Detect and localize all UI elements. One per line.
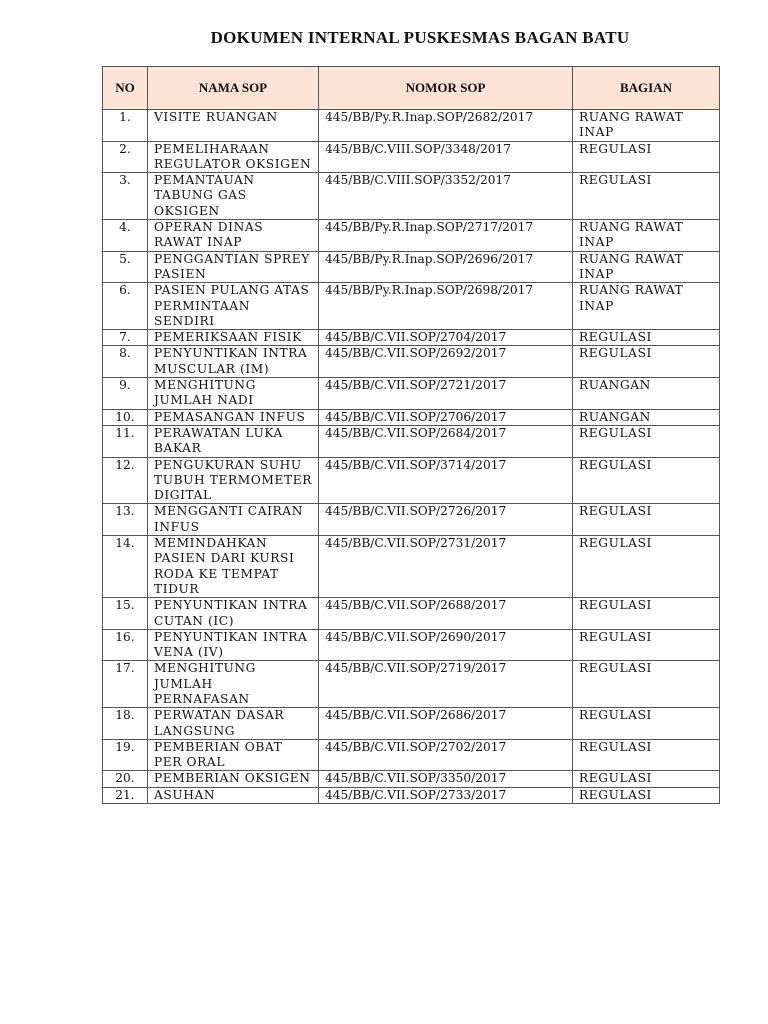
cell-bagian: REGULASI — [573, 536, 720, 598]
cell-bagian: RUANG RAWAT INAP — [573, 220, 720, 252]
table-row — [103, 598, 720, 630]
cell-nama-sop: PERAWATAN LUKA BAKAR — [148, 425, 319, 457]
cell-no: 16. — [103, 629, 148, 661]
cell-nama-sop: MENGGANTI CAIRAN INFUS — [148, 504, 319, 536]
cell-nomor-sop: 445/BB/C.VIII.SOP/3348/2017 — [319, 141, 573, 173]
cell-bagian: REGULASI — [573, 771, 720, 787]
table-row — [103, 220, 720, 252]
cell-nama-sop: PEMBERIAN OBAT PER ORAL — [148, 739, 319, 771]
table-row — [103, 425, 720, 457]
cell-nama-sop: MEMINDAHKAN PASIEN DARI KURSI RODA KE TEMPAT TIDUR — [148, 536, 319, 598]
cell-nomor-sop: 445/BB/C.VII.SOP/2702/2017 — [319, 739, 573, 771]
header-nomor-sop: NOMOR SOP — [319, 67, 573, 110]
header-row — [103, 67, 720, 110]
cell-nama-sop: PENGUKURAN SUHU TUBUH TERMOMETER DIGITAL — [148, 457, 319, 504]
table-row — [103, 504, 720, 536]
cell-no: 4. — [103, 220, 148, 252]
table-row — [103, 330, 720, 346]
cell-nama-sop: PENYUNTIKAN INTRA VENA (IV) — [148, 629, 319, 661]
cell-no: 6. — [103, 283, 148, 330]
cell-bagian: RUANGAN — [573, 378, 720, 410]
cell-no: 2. — [103, 141, 148, 173]
table-header — [103, 67, 720, 110]
table-row — [103, 739, 720, 771]
cell-bagian: REGULASI — [573, 708, 720, 740]
cell-nama-sop: PERWATAN DASAR LANGSUNG — [148, 708, 319, 740]
header-no: NO — [103, 67, 148, 110]
cell-bagian: REGULASI — [573, 346, 720, 378]
table-row — [103, 110, 720, 142]
table-row — [103, 409, 720, 425]
cell-nama-sop: PEMANTAUAN TABUNG GAS OKSIGEN — [148, 173, 319, 220]
cell-nama-sop: PEMELIHARAAN REGULATOR OKSIGEN — [148, 141, 319, 173]
cell-nomor-sop: 445/BB/C.VII.SOP/2706/2017 — [319, 409, 573, 425]
cell-nomor-sop: 445/BB/C.VII.SOP/3714/2017 — [319, 457, 573, 504]
cell-bagian: REGULASI — [573, 425, 720, 457]
cell-nomor-sop: 445/BB/Py.R.Inap.SOP/2698/2017 — [319, 283, 573, 330]
table-row — [103, 251, 720, 283]
cell-no: 1. — [103, 110, 148, 142]
cell-no: 5. — [103, 251, 148, 283]
cell-no: 3. — [103, 173, 148, 220]
table-row — [103, 536, 720, 598]
cell-bagian: REGULASI — [573, 504, 720, 536]
cell-bagian: REGULASI — [573, 661, 720, 708]
table-row — [103, 787, 720, 803]
cell-no: 7. — [103, 330, 148, 346]
cell-nama-sop: PEMBERIAN OKSIGEN — [148, 771, 319, 787]
cell-no: 15. — [103, 598, 148, 630]
cell-bagian: REGULASI — [573, 739, 720, 771]
cell-no: 12. — [103, 457, 148, 504]
header-nama-sop: NAMA SOP — [148, 67, 319, 110]
cell-nomor-sop: 445/BB/C.VII.SOP/2692/2017 — [319, 346, 573, 378]
cell-nama-sop: OPERAN DINAS RAWAT INAP — [148, 220, 319, 252]
cell-no: 14. — [103, 536, 148, 598]
cell-nomor-sop: 445/BB/C.VII.SOP/2688/2017 — [319, 598, 573, 630]
cell-no: 18. — [103, 708, 148, 740]
cell-nomor-sop: 445/BB/Py.R.Inap.SOP/2696/2017 — [319, 251, 573, 283]
cell-bagian: RUANG RAWAT INAP — [573, 110, 720, 142]
table-row — [103, 457, 720, 504]
cell-no: 17. — [103, 661, 148, 708]
table-row — [103, 378, 720, 410]
cell-nomor-sop: 445/BB/C.VII.SOP/2690/2017 — [319, 629, 573, 661]
cell-no: 19. — [103, 739, 148, 771]
cell-bagian: REGULASI — [573, 173, 720, 220]
cell-bagian: REGULASI — [573, 629, 720, 661]
cell-bagian: REGULASI — [573, 330, 720, 346]
cell-nama-sop: PENYUNTIKAN INTRA CUTAN (IC) — [148, 598, 319, 630]
cell-nomor-sop: 445/BB/Py.R.Inap.SOP/2717/2017 — [319, 220, 573, 252]
cell-nomor-sop: 445/BB/C.VII.SOP/2733/2017 — [319, 787, 573, 803]
table-row — [103, 771, 720, 787]
cell-no: 9. — [103, 378, 148, 410]
cell-no: 20. — [103, 771, 148, 787]
cell-nama-sop: PEMERIKSAAN FISIK — [148, 330, 319, 346]
cell-nomor-sop: 445/BB/C.VII.SOP/2686/2017 — [319, 708, 573, 740]
cell-bagian: REGULASI — [573, 457, 720, 504]
cell-nama-sop: PASIEN PULANG ATAS PERMINTAAN SENDIRI — [148, 283, 319, 330]
cell-nama-sop: PENYUNTIKAN INTRA MUSCULAR (IM) — [148, 346, 319, 378]
table-row — [103, 661, 720, 708]
cell-bagian: REGULASI — [573, 141, 720, 173]
cell-bagian: REGULASI — [573, 787, 720, 803]
table-row — [103, 629, 720, 661]
cell-nomor-sop: 445/BB/C.VIII.SOP/3352/2017 — [319, 173, 573, 220]
cell-nomor-sop: 445/BB/C.VII.SOP/3350/2017 — [319, 771, 573, 787]
cell-no: 11. — [103, 425, 148, 457]
cell-nomor-sop: 445/BB/C.VII.SOP/2726/2017 — [319, 504, 573, 536]
table-row — [103, 708, 720, 740]
cell-nama-sop: VISITE RUANGAN — [148, 110, 319, 142]
document-title: DOKUMEN INTERNAL PUSKESMAS BAGAN BATU — [210, 28, 630, 47]
cell-nomor-sop: 445/BB/C.VII.SOP/2704/2017 — [319, 330, 573, 346]
cell-no: 10. — [103, 409, 148, 425]
cell-nomor-sop: 445/BB/C.VII.SOP/2684/2017 — [319, 425, 573, 457]
cell-nomor-sop: 445/BB/C.VII.SOP/2719/2017 — [319, 661, 573, 708]
table-row — [103, 173, 720, 220]
cell-nomor-sop: 445/BB/C.VII.SOP/2731/2017 — [319, 536, 573, 598]
cell-bagian: REGULASI — [573, 598, 720, 630]
sop-table — [102, 66, 720, 804]
cell-bagian: RUANGAN — [573, 409, 720, 425]
cell-nama-sop: PEMASANGAN INFUS — [148, 409, 319, 425]
table-row — [103, 283, 720, 330]
cell-nama-sop: PENGGANTIAN SPREY PASIEN — [148, 251, 319, 283]
cell-nama-sop: MENGHITUNG JUMLAH PERNAFASAN — [148, 661, 319, 708]
cell-bagian: RUANG RAWAT INAP — [573, 251, 720, 283]
cell-nama-sop: MENGHITUNG JUMLAH NADI — [148, 378, 319, 410]
cell-nomor-sop: 445/BB/C.VII.SOP/2721/2017 — [319, 378, 573, 410]
table-row — [103, 141, 720, 173]
cell-bagian: RUANG RAWAT INAP — [573, 283, 720, 330]
cell-no: 21. — [103, 787, 148, 803]
header-bagian: BAGIAN — [573, 67, 720, 110]
cell-nomor-sop: 445/BB/Py.R.Inap.SOP/2682/2017 — [319, 110, 573, 142]
cell-no: 8. — [103, 346, 148, 378]
table-row — [103, 346, 720, 378]
table-body — [103, 110, 720, 804]
cell-no: 13. — [103, 504, 148, 536]
cell-nama-sop: ASUHAN — [148, 787, 319, 803]
